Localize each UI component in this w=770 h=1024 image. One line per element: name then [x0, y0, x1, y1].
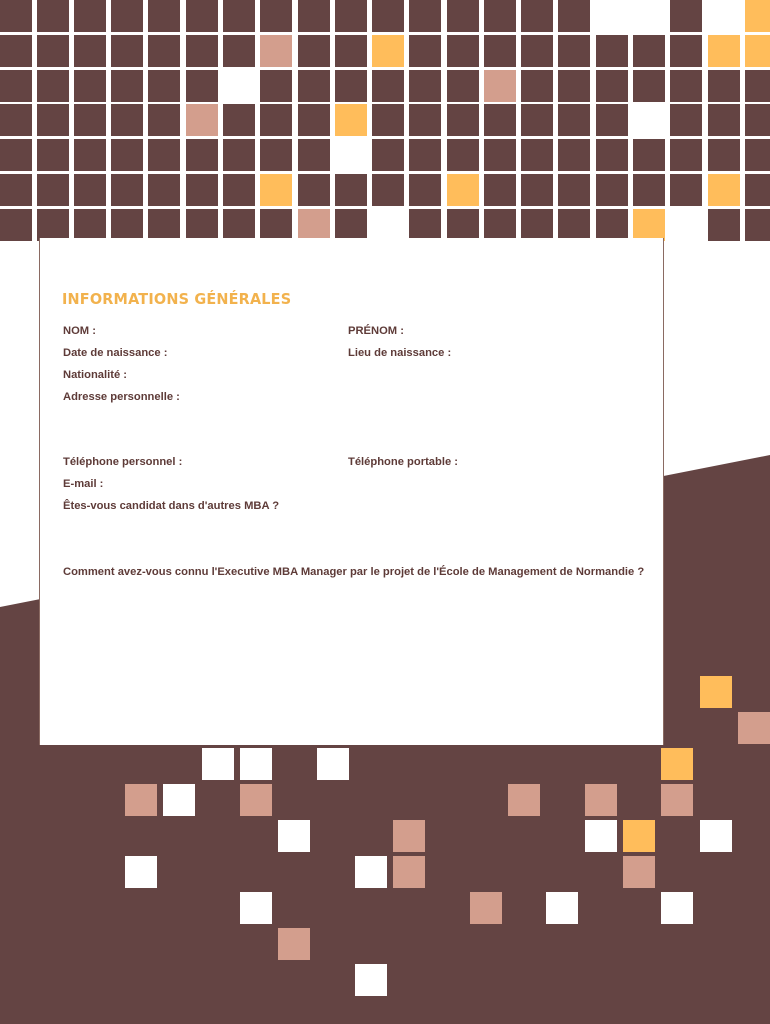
- telephone-personnel-label: Téléphone personnel :: [63, 456, 183, 468]
- decorative-tile: [355, 856, 387, 888]
- decorative-tile: [163, 784, 195, 816]
- nationalite-label: Nationalité :: [63, 369, 128, 381]
- lieu-de-naissance-label: Lieu de naissance :: [348, 347, 452, 359]
- decorative-tile: [240, 748, 272, 780]
- decorative-tile: [393, 820, 425, 852]
- section-title: INFORMATIONS GÉNÉRALES: [62, 290, 292, 308]
- connaissance-question: Comment avez-vous connu l'Executive MBA Manager par le projet de l'École de Management de Normandie ?: [63, 566, 645, 578]
- prenom-label: PRÉNOM :: [348, 325, 404, 337]
- decorative-tile: [623, 856, 655, 888]
- decorative-tile: [700, 676, 732, 708]
- decorative-tile: [355, 964, 387, 996]
- decorative-tile: [278, 820, 310, 852]
- decorative-tile: [738, 712, 770, 744]
- nom-label: NOM :: [63, 325, 96, 337]
- decorative-tile: [278, 928, 310, 960]
- decorative-tile: [661, 748, 693, 780]
- decorative-tile: [546, 892, 578, 924]
- decorative-tile: [240, 892, 272, 924]
- decorative-tile: [661, 892, 693, 924]
- autres-mba-question: Êtes-vous candidat dans d'autres MBA ?: [63, 500, 280, 512]
- decorative-tile: [125, 784, 157, 816]
- decorative-tile: [240, 784, 272, 816]
- decorative-tile: [317, 748, 349, 780]
- decorative-tile: [585, 820, 617, 852]
- decorative-tile: [202, 748, 234, 780]
- decorative-tile: [700, 820, 732, 852]
- telephone-portable-label: Téléphone portable :: [348, 456, 459, 468]
- decorative-tile: [661, 784, 693, 816]
- decorative-tile: [508, 784, 540, 816]
- decorative-tile: [125, 856, 157, 888]
- date-de-naissance-label: Date de naissance :: [63, 347, 168, 359]
- adresse-personnelle-label: Adresse personnelle :: [63, 391, 180, 403]
- decorative-tile: [585, 784, 617, 816]
- decorative-tile: [470, 892, 502, 924]
- decorative-tile: [393, 856, 425, 888]
- email-label: E-mail :: [63, 478, 104, 490]
- decorative-tile: [623, 820, 655, 852]
